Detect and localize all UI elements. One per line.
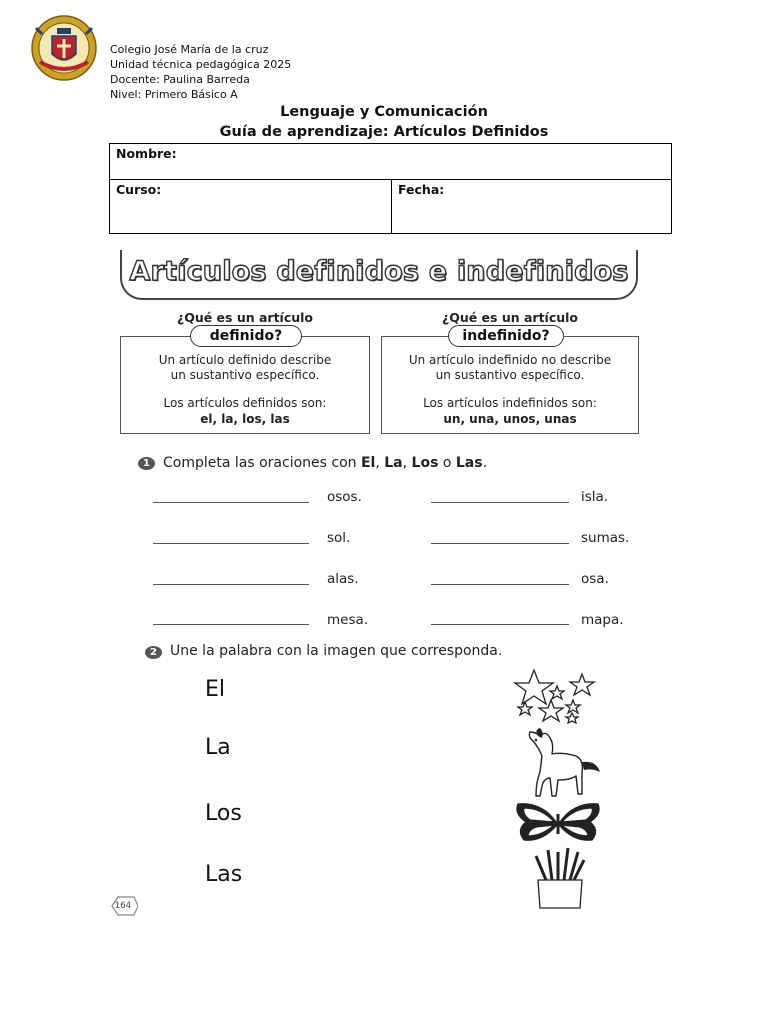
indefinido-line: Un artículo indefinido no describe bbox=[408, 353, 612, 367]
indefinido-line: Los artículos indefinidos son: bbox=[423, 396, 597, 410]
stars-icon[interactable] bbox=[508, 668, 600, 724]
indefinido-line: un sustantivo específico. bbox=[435, 368, 585, 382]
date-field-label: Fecha: bbox=[398, 182, 445, 197]
level-name: Nivel: Primero Básico A bbox=[110, 88, 238, 101]
answer-blank[interactable] bbox=[153, 624, 309, 625]
name-field-label: Nombre: bbox=[116, 146, 177, 161]
unit-name: Unidad técnica pedagógica 2025 bbox=[110, 58, 292, 71]
definido-list: el, la, los, las bbox=[200, 412, 290, 426]
exercise-word: isla. bbox=[581, 489, 609, 505]
exercise-2-instruction: Une la palabra con la imagen que corresponda. bbox=[170, 643, 503, 659]
school-name: Colegio José María de la cruz bbox=[110, 43, 269, 56]
definido-line: un sustantivo específico. bbox=[170, 368, 320, 382]
definido-pill: definido? bbox=[190, 325, 302, 347]
exercise-2-number: 2 bbox=[145, 646, 162, 659]
exercise-word: sumas. bbox=[581, 530, 630, 546]
indefinido-pill: indefinido? bbox=[448, 325, 564, 347]
answer-blank[interactable] bbox=[153, 584, 309, 585]
answer-blank[interactable] bbox=[431, 543, 569, 544]
exercise-word: alas. bbox=[327, 571, 359, 587]
exercise-word: osos. bbox=[327, 489, 362, 505]
indefinido-question: ¿Qué es un artículo bbox=[441, 310, 579, 325]
article-word-las[interactable]: Las bbox=[205, 862, 243, 887]
answer-blank[interactable] bbox=[431, 584, 569, 585]
article-word-la[interactable]: La bbox=[205, 735, 231, 760]
indefinido-list: un, una, unos, unas bbox=[443, 412, 577, 426]
answer-blank[interactable] bbox=[431, 502, 569, 503]
definido-question: ¿Qué es un artículo bbox=[176, 310, 314, 325]
exercise-word: mesa. bbox=[327, 612, 369, 628]
pencil-cup-icon[interactable] bbox=[530, 846, 590, 910]
answer-blank[interactable] bbox=[153, 543, 309, 544]
definido-line: Los artículos definidos son: bbox=[163, 396, 327, 410]
exercise-word: mapa. bbox=[581, 612, 624, 628]
teacher-name: Docente: Paulina Barreda bbox=[110, 73, 250, 86]
horse-icon[interactable] bbox=[518, 726, 602, 802]
exercise-word: osa. bbox=[581, 571, 609, 587]
date-field[interactable] bbox=[450, 182, 665, 230]
definido-line: Un artículo definido describe bbox=[158, 353, 332, 367]
answer-blank[interactable] bbox=[431, 624, 569, 625]
article-word-los[interactable]: Los bbox=[205, 801, 242, 826]
answer-blank[interactable] bbox=[153, 502, 309, 503]
exercise-word: sol. bbox=[327, 530, 351, 546]
table-divider bbox=[391, 179, 392, 234]
course-field-label: Curso: bbox=[116, 182, 162, 197]
guide-title: Guía de aprendizaje: Artículos Definidos bbox=[219, 124, 549, 140]
butterfly-icon[interactable] bbox=[512, 800, 604, 846]
exercise-1-number: 1 bbox=[138, 457, 155, 470]
lesson-banner-title: Artículos definidos e indefinidos bbox=[129, 256, 629, 287]
subject-title: Lenguaje y Comunicación bbox=[280, 104, 488, 120]
article-word-el[interactable]: El bbox=[205, 677, 226, 702]
name-field[interactable] bbox=[180, 146, 665, 176]
school-crest-icon bbox=[30, 14, 98, 82]
exercise-1-instruction: Completa las oraciones con El, La, Los o Las. bbox=[163, 455, 488, 471]
course-field[interactable] bbox=[170, 182, 385, 230]
page-number: 164 bbox=[114, 901, 132, 911]
